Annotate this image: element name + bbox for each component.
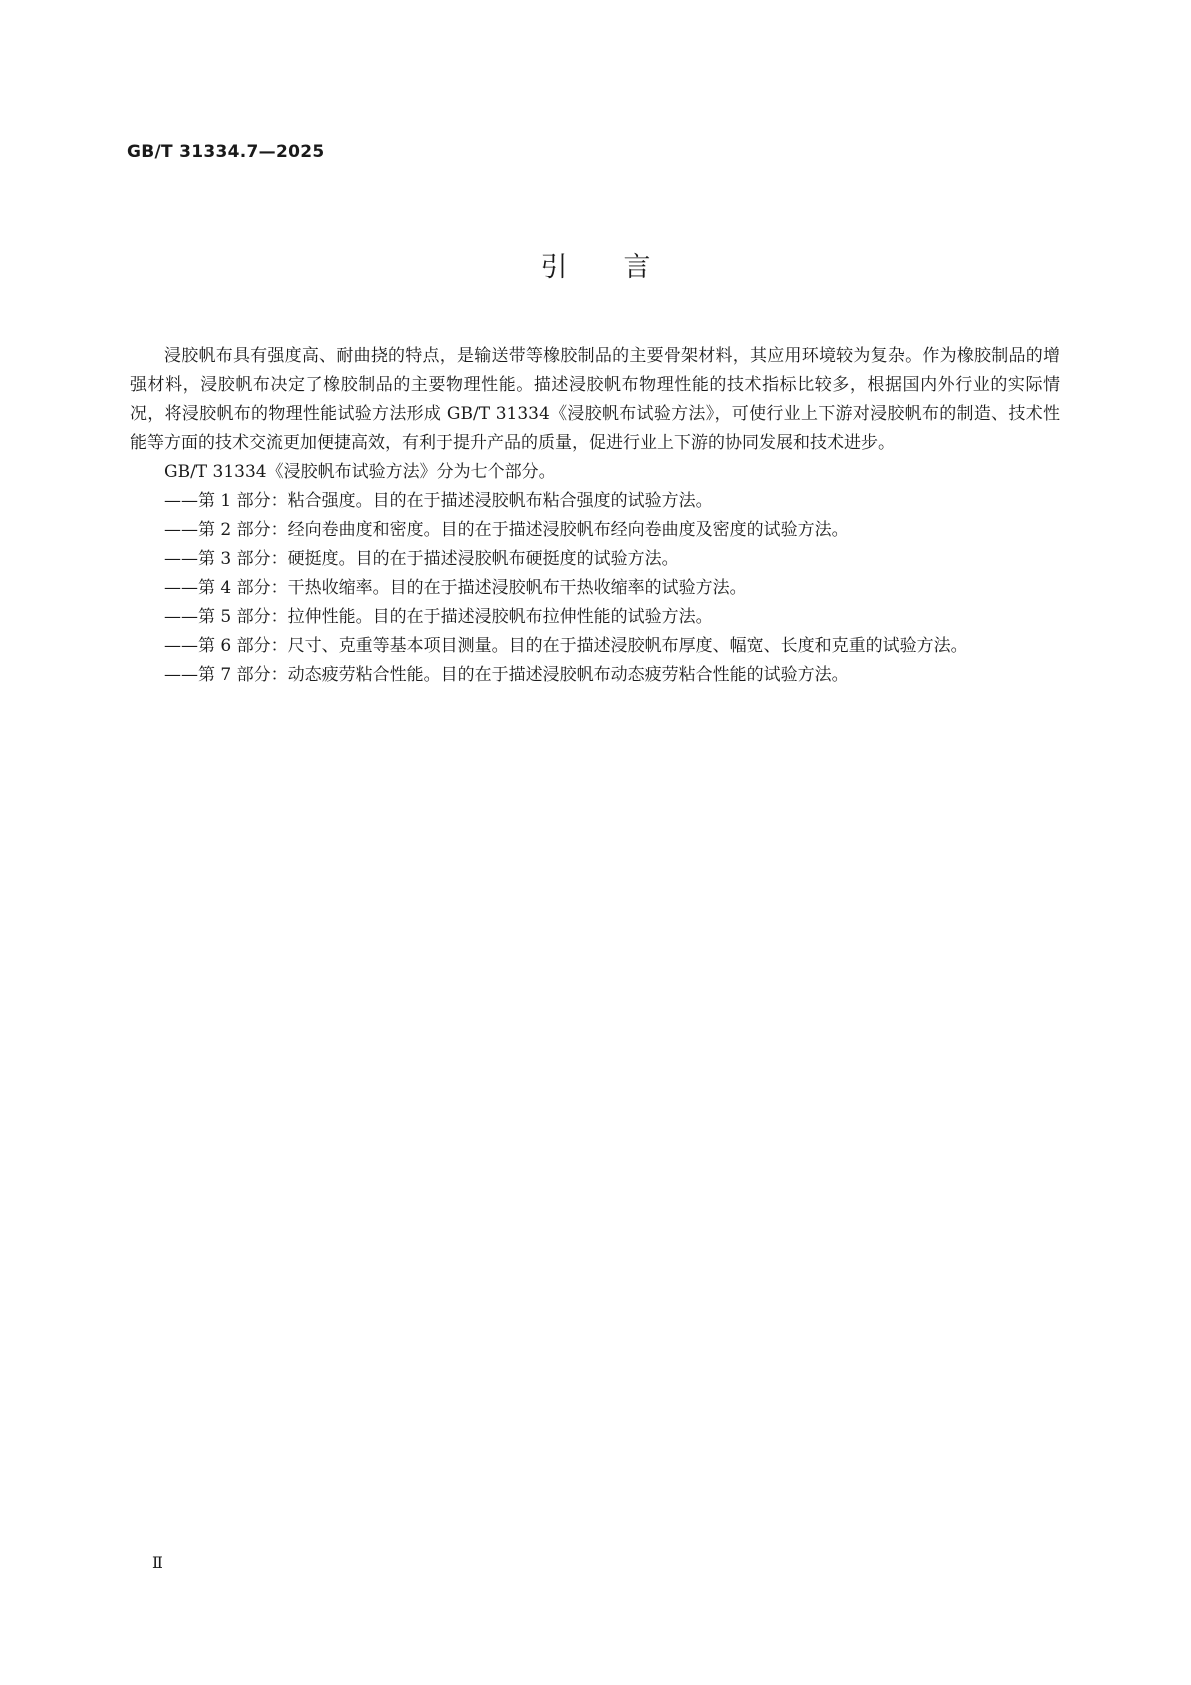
parts-intro-paragraph: GB/T 31334《浸胶帆布试验方法》分为七个部分。: [164, 462, 556, 482]
list-item-part-4: ——第 4 部分：干热收缩率。目的在于描述浸胶帆布干热收缩率的试验方法。: [164, 578, 747, 598]
page-number: Ⅱ: [152, 1553, 163, 1572]
intro-paragraph: 浸胶帆布具有强度高、耐曲挠的特点，是输送带等橡胶制品的主要骨架材料，其应用环境较为复杂。作为橡胶制品的增强材料，浸胶帆布决定了橡胶制品的主要物理性能。描述浸胶帆布物理性能的技术指标比较多，根据国内外行业的实际情况，将浸胶帆布的物理性能试验方法形成 GB/T 31334《浸胶帆布试验方法》，可使行业上下游对浸胶帆布的制造、技术性能等方面的技术交流更加便捷高效，有利于提升产品的质量，促进行业上下游的协同发展和技术进步。: [130, 346, 1060, 453]
list-item-part-6: ——第 6 部分：尺寸、克重等基本项目测量。目的在于描述浸胶帆布厚度、幅宽、长度和克重的试验方法。: [164, 636, 968, 656]
parts-list: [130, 487, 1060, 690]
document-body: [130, 342, 1060, 690]
section-title: 引言: [540, 252, 707, 283]
list-item-part-2: ——第 2 部分：经向卷曲度和密度。目的在于描述浸胶帆布经向卷曲度及密度的试验方法。: [164, 520, 849, 540]
list-item-part-1: ——第 1 部分：粘合强度。目的在于描述浸胶帆布粘合强度的试验方法。: [164, 491, 713, 511]
list-item-part-7: ——第 7 部分：动态疲劳粘合性能。目的在于描述浸胶帆布动态疲劳粘合性能的试验方法。: [164, 665, 849, 685]
document-code: GB/T 31334.7—2025: [127, 142, 325, 162]
list-item-part-3: ——第 3 部分：硬挺度。目的在于描述浸胶帆布硬挺度的试验方法。: [164, 549, 679, 569]
list-item-part-5: ——第 5 部分：拉伸性能。目的在于描述浸胶帆布拉伸性能的试验方法。: [164, 607, 713, 627]
